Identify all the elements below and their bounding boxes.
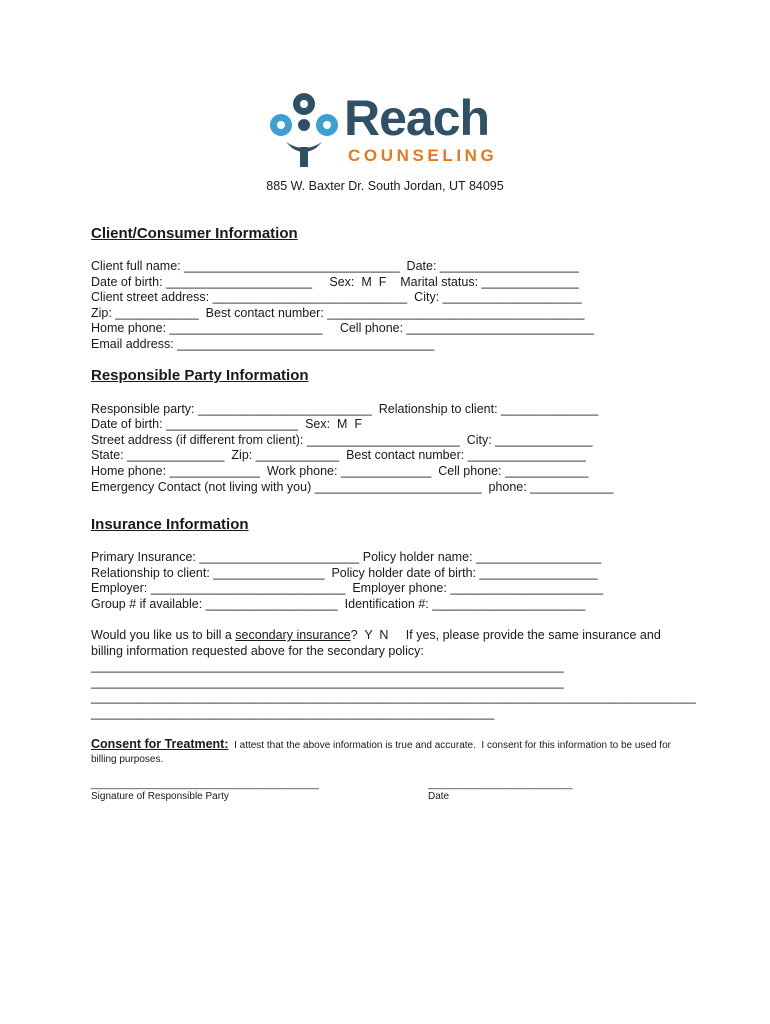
client-full-name-field[interactable]: Client full name: _______________________________ Date: ____________________: [91, 259, 579, 273]
responsible-party-field[interactable]: Responsible party: _________________________ Relationship to client: ______________: [91, 402, 599, 416]
secondary-insurance-question[interactable]: [91, 628, 661, 644]
client-section-title: Client/Consumer Information: [91, 225, 298, 242]
reach-counseling-logo: [266, 92, 506, 172]
secondary-blank-line[interactable]: _______________________________________________________________________________________: [91, 690, 696, 704]
secondary-question-prefix: Would you like us to bill a: [91, 628, 236, 642]
secondary-blank-line[interactable]: __________________________________________________________: [91, 706, 495, 720]
responsible-dob-field[interactable]: Date of birth: ___________________ Sex: M F: [91, 417, 363, 431]
group-number-field[interactable]: Group # if available: ___________________ Identification #: ______________________: [91, 597, 586, 611]
date-line[interactable]: __________________________: [428, 779, 573, 790]
responsible-phone-field[interactable]: Home phone: _____________ Work phone: _____________ Cell phone: ____________: [91, 464, 589, 478]
responsible-section-title: Responsible Party Information: [91, 367, 309, 384]
client-home-phone-field[interactable]: Home phone: ______________________ Cell phone: ___________________________: [91, 321, 595, 335]
client-street-address-field[interactable]: Client street address: ____________________________ City: ____________________: [91, 290, 582, 304]
consent-paragraph: [91, 737, 671, 754]
client-zip-field[interactable]: Zip: ____________ Best contact number: _____________________________________: [91, 306, 585, 320]
secondary-instructions: billing information requested above for the secondary policy:: [91, 644, 424, 658]
client-email-field[interactable]: Email address: _____________________________________: [91, 337, 435, 351]
secondary-blank-line[interactable]: ____________________________________________________________________: [91, 659, 564, 673]
consent-text-continued: billing purposes.: [91, 754, 164, 765]
responsible-state-field[interactable]: State: ______________ Zip: ____________ Best contact number: _________________: [91, 448, 586, 462]
responsible-street-address-field[interactable]: Street address (if different from client): ______________________ City: ______________: [91, 433, 593, 447]
logo-wordmark: Reach: [344, 90, 490, 146]
consent-title: Consent for Treatment:: [91, 737, 229, 751]
signature-label: Signature of Responsible Party: [91, 791, 229, 802]
primary-insurance-field[interactable]: Primary Insurance: _______________________ Policy holder name: __________________: [91, 550, 602, 564]
insurance-section-title: Insurance Information: [91, 516, 249, 533]
logo-tagline: COUNSELING: [348, 146, 498, 165]
relationship-to-client-field[interactable]: Relationship to client: ________________ Policy holder date of birth: _________________: [91, 566, 598, 580]
secondary-insurance-term: secondary insurance: [235, 628, 351, 642]
signature-line[interactable]: _________________________________________: [91, 779, 320, 790]
secondary-question-suffix: ? Y N If yes, please provide the same insurance and: [350, 628, 661, 642]
practice-address: 885 W. Baxter Dr. South Jordan, UT 84095: [266, 179, 504, 193]
logo-emblem-icon: [266, 92, 342, 170]
consent-text: I attest that the above information is true and accurate. I consent for this information to be used for: [228, 740, 671, 751]
secondary-blank-line[interactable]: ____________________________________________________________________: [91, 675, 564, 689]
client-dob-field[interactable]: Date of birth: _____________________ Sex: M F Marital status: ______________: [91, 275, 579, 289]
employer-field[interactable]: Employer: ____________________________ Employer phone: ______________________: [91, 581, 604, 595]
emergency-contact-field[interactable]: Emergency Contact (not living with you) ________________________ phone: ____________: [91, 480, 614, 494]
date-label: Date: [428, 791, 450, 802]
